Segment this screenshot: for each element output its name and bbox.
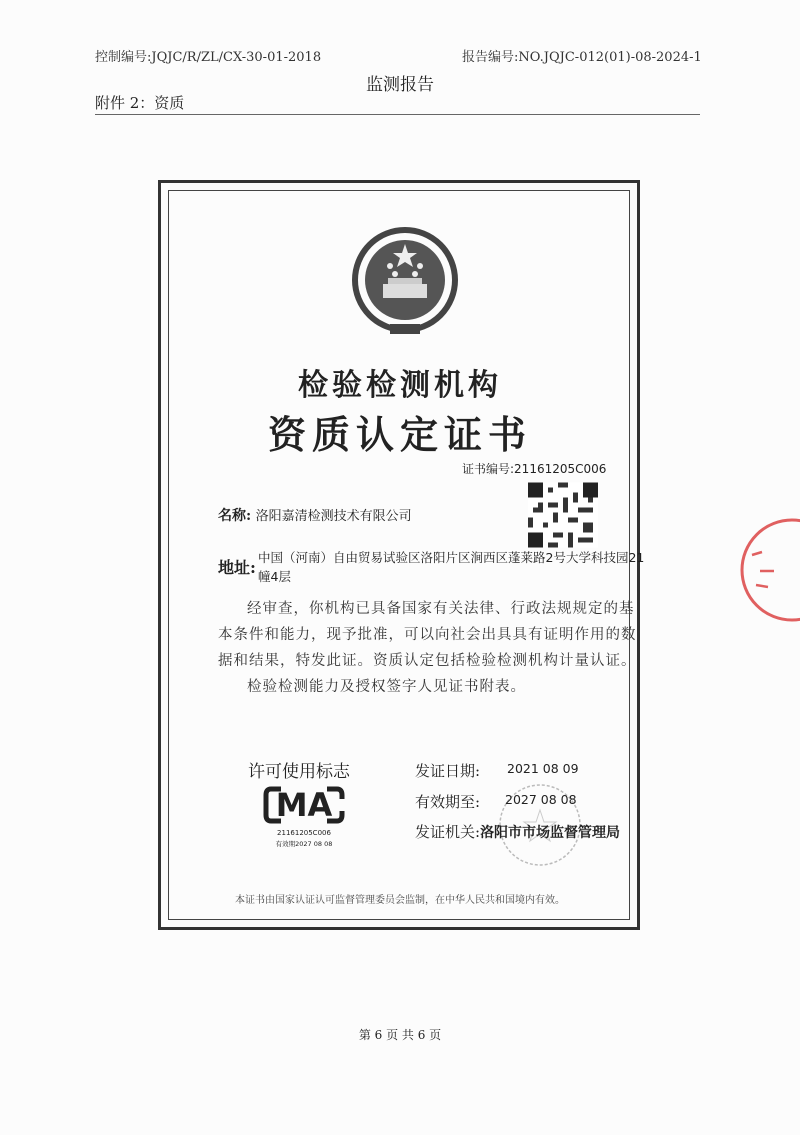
cma-logo <box>263 785 345 825</box>
certificate-number <box>462 460 606 477</box>
attachment-label: 附件 2：资质 <box>95 94 185 112</box>
approval-text-line3: 据和结果，特发此证。资质认定包括检验检测机构计量认证。 <box>218 653 637 669</box>
valid-until-label: 有效期至: <box>415 793 481 811</box>
approval-text-line1: 经审查，你机构已具备国家有关法律、行政法规规定的基 <box>247 601 635 617</box>
name-row <box>218 505 412 525</box>
page-number: 第 6 页 共 6 页 <box>358 1028 442 1042</box>
header-divider <box>95 114 700 115</box>
issuing-authority <box>415 821 620 842</box>
approval-text-line2: 本条件和能力，现予批准，可以向社会出具具有证明作用的数 <box>218 627 637 643</box>
valid-until-date: 2027 08 08 <box>505 792 577 807</box>
address-line2: 幢4层 <box>258 569 291 584</box>
cert-no-label: 证书编号: <box>462 462 515 476</box>
name-label: 名称: <box>218 508 252 524</box>
authority-label: 发证机关: <box>415 823 481 841</box>
cma-validity: 有效期2027 08 08 <box>275 840 333 848</box>
report-number: 报告编号:NO.JQJC-012(01)-08-2024-1 <box>462 50 702 65</box>
institution-name: 洛阳嘉清检测技术有限公司 <box>255 509 412 524</box>
red-stamp-partial-icon <box>730 515 800 625</box>
address-line1: 中国（河南）自由贸易试验区洛阳片区涧西区蓬莱路2号大学科技园21 <box>258 550 645 565</box>
capability-note: 检验检测能力及授权签字人见证书附表。 <box>247 679 526 695</box>
issue-date-label: 发证日期: <box>415 762 481 780</box>
authority-name: 洛阳市市场监督管理局 <box>480 825 621 841</box>
national-emblem-icon <box>350 222 460 340</box>
cert-no-value: 21161205C006 <box>514 462 607 476</box>
certificate-title-line1: 检验检测机构 <box>298 368 502 403</box>
control-number: 控制编号:JQJC/R/ZL/CX-30-01-2018 <box>95 50 322 65</box>
report-title: 监测报告 <box>366 75 434 95</box>
qr-code-icon <box>528 482 598 548</box>
issue-date: 2021 08 09 <box>507 761 579 776</box>
cma-text: MA <box>275 786 333 824</box>
certificate-footer-note: 本证书由国家认证认可监督管理委员会监制，在中华人民共和国境内有效。 <box>235 895 565 906</box>
address-label: 地址: <box>218 558 256 577</box>
license-mark-label: 许可使用标志 <box>248 762 350 782</box>
certificate-title-line2: 资质认定证书 <box>267 412 532 457</box>
cma-number: 21161205C006 <box>277 829 331 837</box>
